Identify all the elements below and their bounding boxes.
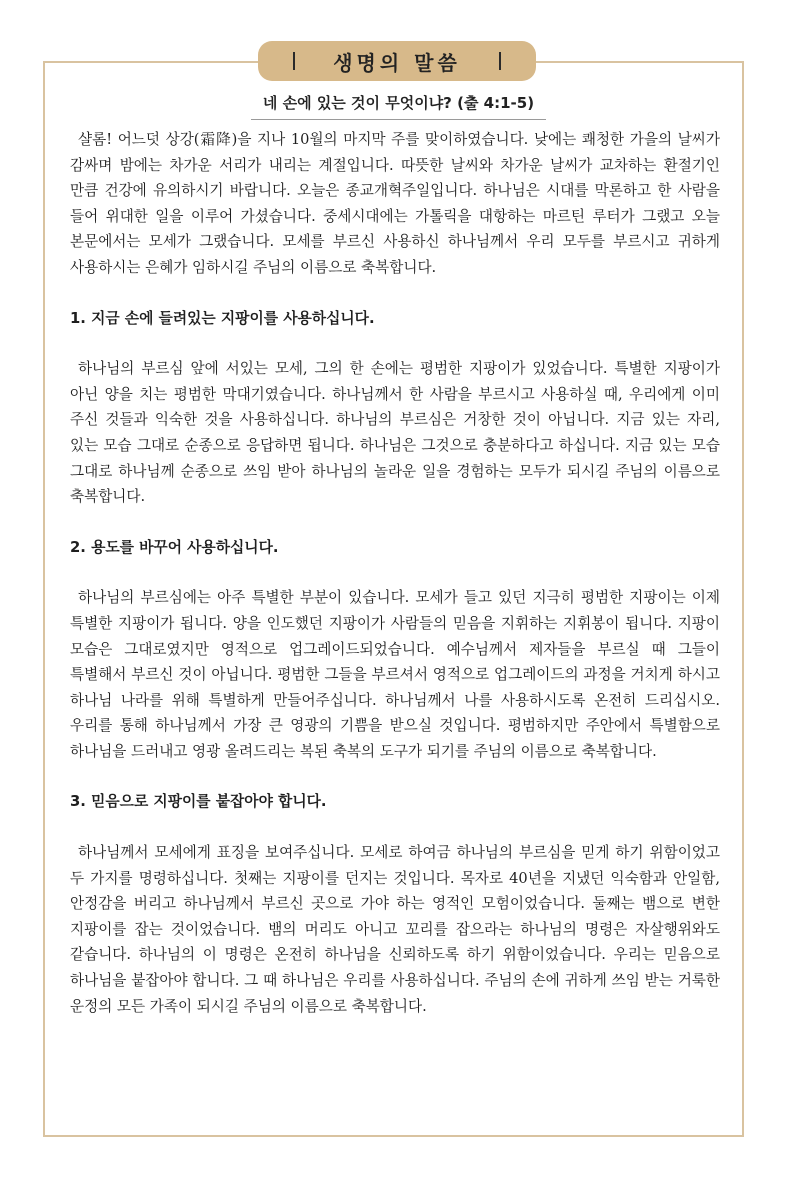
- section-body-3: 하나님께서 모세에게 표징을 보여주십니다. 모세로 하여금 하나님의 부르심을 믿게 하기 위함이었고 두 가지를 명령하십니다. 첫째는 지팡이를 던지는 것입니다. 목자로 40년을 지냈던 익숙함과 안일함, 안정감을 버리고 하나님께서 부르신 곳으로 가야 하는 영적인 모험이었습니다. 둘째는 뱀으로 변한 지팡이를 잡는 것이었습니다. 뱀의 머리도 아니고 꼬리를 잡으라는 하나님의 명령은 자살행위와도 같습니다. 하나님의 이 명령은 온전히 하나님을 신뢰하도록 하기 위함이었습니다. 우리는 믿음으로 하나님을 붙잡아야 합니다. 그 때 하나님은 우리를 사용하십니다. 주님의 손에 귀하게 쓰임 받는 거룩한 운정의 모든 가족이 되시길 주님의 이름으로 축복합니다.: [70, 844, 720, 1015]
- section-heading-3: 3. 믿음으로 지팡이를 붙잡아야 합니다.: [70, 793, 327, 811]
- intro-paragraph: 샬롬! 어느덧 상강(霜降)을 지나 10월의 마지막 주를 맞이하였습니다. 낮에는 쾌청한 가을의 날씨가 감싸며 밤에는 차가운 서리가 내리는 계절입니다. 따뜻한 날씨와 차가운 날씨가 교차하는 환절기인 만큼 건강에 유의하시기 바랍니다. 오늘은 종교개혁주일입니다. 하나님은 시대를 막론하고 한 사람을 들어 위대한 일을 이루어 가셨습니다. 중세시대에는 가톨릭을 대항하는 마르틴 루터가 그랬고 오늘 본문에서는 모세가 그랬습니다. 모세를 부르신 사용하신 하나님께서 우리 모두를 부르시고 귀하게 사용하시는 은혜가 임하시길 주님의 이름으로 축복합니다.: [70, 131, 720, 276]
- sermon-subtitle: 네 손에 있는 것이 무엇이냐? (출 4:1-5): [251, 92, 546, 120]
- title-tab: [258, 41, 536, 81]
- section-heading-2: 2. 용도를 바꾸어 사용하십니다.: [70, 538, 279, 556]
- section-body-1: 하나님의 부르심 앞에 서있는 모세, 그의 한 손에는 평범한 지팡이가 있었습니다. 특별한 지팡이가 아닌 양을 치는 평범한 막대기였습니다. 하나님께서 한 사람을 부르시고 사용하실 때, 우리에게 이미 주신 것들과 익숙한 것을 사용하십니다. 하나님의 부르심은 거창한 것이 아닙니다. 지금 있는 자리, 있는 모습 그대로 순종으로 응답하면 됩니다. 하나님은 그것으로 충분하다고 하십니다. 지금 있는 모습 그대로 하나님께 순종으로 쓰임 받아 하나님의 놀라운 일을 경험하는 모두가 되시길 주님의 이름으로 축복합니다.: [70, 360, 720, 506]
- page-title: 생명의 말씀: [333, 50, 461, 75]
- section-body-2: 하나님의 부르심에는 아주 특별한 부분이 있습니다. 모세가 들고 있던 지극히 평범한 지팡이는 이제 특별한 지팡이가 됩니다. 양을 인도했던 지팡이가 사람들의 믿음을 지휘하는 지휘봉이 됩니다. 지팡이 모습은 그대로였지만 영적으로 업그레이드되었습니다. 예수님께서 제자들을 부르실 때 그들이 특별해서 부르신 것이 아닙니다. 평범한 그들을 부르셔서 영적으로 업그레이드의 과정을 거치게 하시고 하나님 나라를 위해 특별하게 만들어주십니다. 하나님께서 나를 사용하시도록 온전히 드리십시오. 우리를 통해 하나님께서 가장 큰 영광의 기쁨을 받으실 것입니다. 평범하지만 주안에서 특별함으로 하나님을 드러내고 영광 올려드리는 복된 축복의 도구가 되기를 주님의 이름으로 축복합니다.: [70, 589, 720, 760]
- title-bar-left: [293, 52, 295, 70]
- sermon-body: [70, 127, 720, 1019]
- title-bar-right: [499, 52, 501, 70]
- section-heading-1: 1. 지금 손에 들려있는 지팡이를 사용하십니다.: [70, 309, 375, 327]
